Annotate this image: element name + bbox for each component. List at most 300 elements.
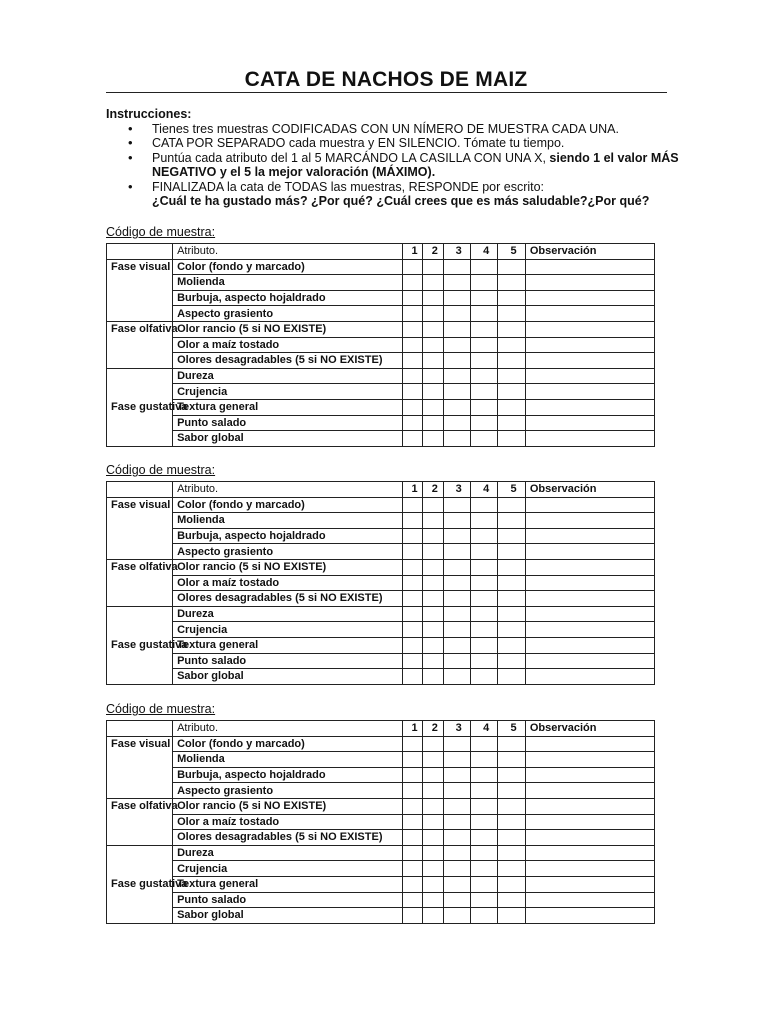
observation-cell[interactable] bbox=[525, 845, 654, 861]
attribute-label: Textura general bbox=[173, 637, 403, 653]
score-cell-5[interactable] bbox=[498, 622, 525, 638]
score-cell-4[interactable] bbox=[470, 353, 497, 369]
score-cell-4[interactable] bbox=[470, 306, 497, 322]
score-cell-5[interactable] bbox=[498, 669, 525, 685]
observation-cell[interactable] bbox=[525, 814, 654, 830]
observation-cell[interactable] bbox=[525, 798, 654, 814]
score-cell-4[interactable] bbox=[470, 399, 497, 415]
score-cell-3[interactable] bbox=[443, 513, 470, 529]
score-cell-1[interactable] bbox=[402, 783, 422, 799]
score-cell-5[interactable] bbox=[498, 876, 525, 892]
score-cell-3[interactable] bbox=[443, 399, 470, 415]
score-cell-3[interactable] bbox=[443, 669, 470, 685]
score-cell-2[interactable] bbox=[423, 798, 443, 814]
score-cell-4[interactable] bbox=[470, 275, 497, 291]
sample-section-2 bbox=[106, 463, 655, 685]
attribute-row bbox=[107, 591, 655, 607]
sample-section-1 bbox=[106, 225, 655, 447]
score-cell-2[interactable] bbox=[423, 321, 443, 337]
score-cell-3[interactable] bbox=[443, 353, 470, 369]
score-cell-3[interactable] bbox=[443, 606, 470, 622]
instruction-text: Tienes tres muestras CODIFICADAS CON UN NÍMERO DE MUESTRA CADA UNA. bbox=[152, 121, 619, 136]
attribute-label: Molienda bbox=[173, 752, 403, 768]
score-cell-3[interactable] bbox=[443, 752, 470, 768]
header-score-1: 1 bbox=[402, 482, 422, 498]
attribute-row bbox=[107, 653, 655, 669]
attribute-label: Dureza bbox=[173, 606, 403, 622]
observation-cell[interactable] bbox=[525, 575, 654, 591]
score-cell-4[interactable] bbox=[470, 861, 497, 877]
score-cell-4[interactable] bbox=[470, 497, 497, 513]
score-cell-4[interactable] bbox=[470, 830, 497, 846]
score-cell-1[interactable] bbox=[402, 513, 422, 529]
score-cell-4[interactable] bbox=[470, 876, 497, 892]
score-cell-2[interactable] bbox=[423, 337, 443, 353]
score-cell-3[interactable] bbox=[443, 544, 470, 560]
score-cell-3[interactable] bbox=[443, 653, 470, 669]
score-cell-2[interactable] bbox=[423, 752, 443, 768]
score-cell-1[interactable] bbox=[402, 528, 422, 544]
score-cell-2[interactable] bbox=[423, 306, 443, 322]
header-score-3: 3 bbox=[443, 721, 470, 737]
score-cell-4[interactable] bbox=[470, 321, 497, 337]
score-cell-4[interactable] bbox=[470, 513, 497, 529]
attribute-label: Olor rancio (5 si NO EXISTE) bbox=[173, 559, 403, 575]
score-cell-2[interactable] bbox=[423, 559, 443, 575]
score-cell-1[interactable] bbox=[402, 606, 422, 622]
score-cell-5[interactable] bbox=[498, 399, 525, 415]
score-cell-5[interactable] bbox=[498, 497, 525, 513]
score-cell-1[interactable] bbox=[402, 876, 422, 892]
attribute-row bbox=[107, 497, 655, 513]
score-cell-5[interactable] bbox=[498, 259, 525, 275]
observation-cell[interactable] bbox=[525, 275, 654, 291]
observation-cell[interactable] bbox=[525, 559, 654, 575]
score-cell-4[interactable] bbox=[470, 415, 497, 431]
score-cell-1[interactable] bbox=[402, 892, 422, 908]
score-cell-5[interactable] bbox=[498, 591, 525, 607]
attribute-row bbox=[107, 513, 655, 529]
score-cell-5[interactable] bbox=[498, 353, 525, 369]
observation-cell[interactable] bbox=[525, 415, 654, 431]
score-cell-3[interactable] bbox=[443, 415, 470, 431]
phase-label: Fase olfativa bbox=[107, 559, 173, 606]
score-cell-1[interactable] bbox=[402, 431, 422, 447]
header-score-1: 1 bbox=[402, 244, 422, 260]
rating-table bbox=[106, 720, 655, 924]
score-cell-2[interactable] bbox=[423, 431, 443, 447]
observation-cell[interactable] bbox=[525, 908, 654, 924]
score-cell-1[interactable] bbox=[402, 752, 422, 768]
score-cell-2[interactable] bbox=[423, 892, 443, 908]
score-cell-2[interactable] bbox=[423, 736, 443, 752]
attribute-label: Olor a maíz tostado bbox=[173, 575, 403, 591]
attribute-label: Punto salado bbox=[173, 415, 403, 431]
score-cell-5[interactable] bbox=[498, 845, 525, 861]
observation-cell[interactable] bbox=[525, 622, 654, 638]
score-cell-4[interactable] bbox=[470, 259, 497, 275]
score-cell-5[interactable] bbox=[498, 814, 525, 830]
score-cell-1[interactable] bbox=[402, 575, 422, 591]
score-cell-5[interactable] bbox=[498, 368, 525, 384]
attribute-row bbox=[107, 845, 655, 861]
attribute-label: Aspecto grasiento bbox=[173, 306, 403, 322]
score-cell-1[interactable] bbox=[402, 908, 422, 924]
score-cell-1[interactable] bbox=[402, 290, 422, 306]
attribute-label: Burbuja, aspecto hojaldrado bbox=[173, 290, 403, 306]
observation-cell[interactable] bbox=[525, 591, 654, 607]
attribute-label: Textura general bbox=[173, 876, 403, 892]
score-cell-4[interactable] bbox=[470, 767, 497, 783]
score-cell-4[interactable] bbox=[470, 431, 497, 447]
score-cell-3[interactable] bbox=[443, 798, 470, 814]
attribute-label: Burbuja, aspecto hojaldrado bbox=[173, 528, 403, 544]
score-cell-3[interactable] bbox=[443, 259, 470, 275]
score-cell-3[interactable] bbox=[443, 736, 470, 752]
score-cell-1[interactable] bbox=[402, 861, 422, 877]
title-underline bbox=[106, 92, 667, 93]
score-cell-2[interactable] bbox=[423, 275, 443, 291]
score-cell-1[interactable] bbox=[402, 337, 422, 353]
score-cell-2[interactable] bbox=[423, 606, 443, 622]
score-cell-5[interactable] bbox=[498, 513, 525, 529]
score-cell-3[interactable] bbox=[443, 290, 470, 306]
score-cell-4[interactable] bbox=[470, 653, 497, 669]
score-cell-3[interactable] bbox=[443, 368, 470, 384]
score-cell-5[interactable] bbox=[498, 575, 525, 591]
score-cell-2[interactable] bbox=[423, 908, 443, 924]
score-cell-2[interactable] bbox=[423, 513, 443, 529]
score-cell-3[interactable] bbox=[443, 861, 470, 877]
score-cell-3[interactable] bbox=[443, 528, 470, 544]
score-cell-3[interactable] bbox=[443, 559, 470, 575]
score-cell-4[interactable] bbox=[470, 669, 497, 685]
attribute-row bbox=[107, 622, 655, 638]
header-score-4: 4 bbox=[470, 244, 497, 260]
header-score-2: 2 bbox=[423, 244, 443, 260]
score-cell-1[interactable] bbox=[402, 798, 422, 814]
score-cell-5[interactable] bbox=[498, 559, 525, 575]
attribute-row bbox=[107, 736, 655, 752]
score-cell-2[interactable] bbox=[423, 830, 443, 846]
score-cell-3[interactable] bbox=[443, 814, 470, 830]
attribute-row bbox=[107, 575, 655, 591]
score-cell-4[interactable] bbox=[470, 892, 497, 908]
score-cell-4[interactable] bbox=[470, 559, 497, 575]
score-cell-5[interactable] bbox=[498, 337, 525, 353]
observation-cell[interactable] bbox=[525, 861, 654, 877]
score-cell-2[interactable] bbox=[423, 259, 443, 275]
score-cell-1[interactable] bbox=[402, 321, 422, 337]
score-cell-3[interactable] bbox=[443, 591, 470, 607]
score-cell-4[interactable] bbox=[470, 606, 497, 622]
header-score-4: 4 bbox=[470, 482, 497, 498]
page-title: CATA DE NACHOS DE MAIZ bbox=[244, 68, 528, 91]
score-cell-5[interactable] bbox=[498, 908, 525, 924]
score-cell-1[interactable] bbox=[402, 637, 422, 653]
score-cell-5[interactable] bbox=[498, 384, 525, 400]
score-cell-5[interactable] bbox=[498, 275, 525, 291]
observation-cell[interactable] bbox=[525, 353, 654, 369]
instruction-item bbox=[106, 151, 686, 180]
score-cell-3[interactable] bbox=[443, 767, 470, 783]
score-cell-1[interactable] bbox=[402, 653, 422, 669]
score-cell-1[interactable] bbox=[402, 559, 422, 575]
score-cell-3[interactable] bbox=[443, 384, 470, 400]
score-cell-2[interactable] bbox=[423, 497, 443, 513]
score-cell-2[interactable] bbox=[423, 669, 443, 685]
score-cell-1[interactable] bbox=[402, 830, 422, 846]
attribute-label: Olor a maíz tostado bbox=[173, 814, 403, 830]
observation-cell[interactable] bbox=[525, 337, 654, 353]
phase-label: Fase visual bbox=[107, 497, 173, 559]
observation-cell[interactable] bbox=[525, 513, 654, 529]
attribute-label: Punto salado bbox=[173, 653, 403, 669]
header-score-5: 5 bbox=[498, 482, 525, 498]
score-cell-5[interactable] bbox=[498, 528, 525, 544]
observation-cell[interactable] bbox=[525, 783, 654, 799]
observation-cell[interactable] bbox=[525, 892, 654, 908]
observation-cell[interactable] bbox=[525, 830, 654, 846]
observation-cell[interactable] bbox=[525, 669, 654, 685]
observation-cell[interactable] bbox=[525, 544, 654, 560]
instructions-list bbox=[106, 122, 686, 209]
score-cell-1[interactable] bbox=[402, 622, 422, 638]
score-cell-4[interactable] bbox=[470, 637, 497, 653]
score-cell-2[interactable] bbox=[423, 575, 443, 591]
attribute-label: Olores desagradables (5 si NO EXISTE) bbox=[173, 353, 403, 369]
attribute-label: Dureza bbox=[173, 845, 403, 861]
score-cell-3[interactable] bbox=[443, 908, 470, 924]
score-cell-1[interactable] bbox=[402, 399, 422, 415]
score-cell-1[interactable] bbox=[402, 353, 422, 369]
rating-table bbox=[106, 243, 655, 447]
phase-label: Fase visual bbox=[107, 259, 173, 321]
header-score-3: 3 bbox=[443, 482, 470, 498]
attribute-label: Aspecto grasiento bbox=[173, 783, 403, 799]
attribute-label: Molienda bbox=[173, 513, 403, 529]
score-cell-1[interactable] bbox=[402, 669, 422, 685]
score-cell-2[interactable] bbox=[423, 861, 443, 877]
observation-cell[interactable] bbox=[525, 736, 654, 752]
score-cell-1[interactable] bbox=[402, 736, 422, 752]
observation-cell[interactable] bbox=[525, 606, 654, 622]
score-cell-3[interactable] bbox=[443, 892, 470, 908]
score-cell-5[interactable] bbox=[498, 653, 525, 669]
score-cell-5[interactable] bbox=[498, 752, 525, 768]
score-cell-2[interactable] bbox=[423, 415, 443, 431]
score-cell-4[interactable] bbox=[470, 908, 497, 924]
score-cell-2[interactable] bbox=[423, 399, 443, 415]
score-cell-3[interactable] bbox=[443, 337, 470, 353]
observation-cell[interactable] bbox=[525, 306, 654, 322]
score-cell-2[interactable] bbox=[423, 845, 443, 861]
bullet-icon: • bbox=[128, 135, 133, 150]
score-cell-4[interactable] bbox=[470, 845, 497, 861]
header-score-1: 1 bbox=[402, 721, 422, 737]
score-cell-4[interactable] bbox=[470, 290, 497, 306]
score-cell-5[interactable] bbox=[498, 306, 525, 322]
score-cell-4[interactable] bbox=[470, 783, 497, 799]
score-cell-5[interactable] bbox=[498, 892, 525, 908]
score-cell-5[interactable] bbox=[498, 290, 525, 306]
score-cell-3[interactable] bbox=[443, 637, 470, 653]
observation-cell[interactable] bbox=[525, 528, 654, 544]
score-cell-3[interactable] bbox=[443, 622, 470, 638]
score-cell-5[interactable] bbox=[498, 415, 525, 431]
attribute-row bbox=[107, 353, 655, 369]
score-cell-2[interactable] bbox=[423, 767, 443, 783]
bullet-icon: • bbox=[128, 178, 133, 194]
score-cell-2[interactable] bbox=[423, 544, 443, 560]
score-cell-5[interactable] bbox=[498, 431, 525, 447]
phase-label: Fase gustativa bbox=[107, 845, 173, 923]
score-cell-2[interactable] bbox=[423, 622, 443, 638]
attribute-label: Olor rancio (5 si NO EXISTE) bbox=[173, 321, 403, 337]
score-cell-2[interactable] bbox=[423, 876, 443, 892]
observation-cell[interactable] bbox=[525, 497, 654, 513]
observation-cell[interactable] bbox=[525, 637, 654, 653]
score-cell-4[interactable] bbox=[470, 752, 497, 768]
score-cell-5[interactable] bbox=[498, 606, 525, 622]
score-cell-3[interactable] bbox=[443, 575, 470, 591]
attribute-row bbox=[107, 752, 655, 768]
score-cell-1[interactable] bbox=[402, 767, 422, 783]
header-attribute: Atributo. bbox=[173, 721, 403, 737]
observation-cell[interactable] bbox=[525, 752, 654, 768]
score-cell-4[interactable] bbox=[470, 591, 497, 607]
attribute-row bbox=[107, 415, 655, 431]
observation-cell[interactable] bbox=[525, 290, 654, 306]
attribute-label: Olores desagradables (5 si NO EXISTE) bbox=[173, 830, 403, 846]
score-cell-4[interactable] bbox=[470, 337, 497, 353]
score-cell-4[interactable] bbox=[470, 544, 497, 560]
header-score-5: 5 bbox=[498, 721, 525, 737]
score-cell-1[interactable] bbox=[402, 544, 422, 560]
observation-cell[interactable] bbox=[525, 653, 654, 669]
score-cell-5[interactable] bbox=[498, 830, 525, 846]
attribute-row bbox=[107, 368, 655, 384]
score-cell-2[interactable] bbox=[423, 384, 443, 400]
phase-label: Fase olfativa bbox=[107, 798, 173, 845]
instruction-text: FINALIZADA la cata de TODAS las muestras, RESPONDE por escrito: bbox=[152, 179, 545, 194]
attribute-label: Burbuja, aspecto hojaldrado bbox=[173, 767, 403, 783]
attribute-row bbox=[107, 290, 655, 306]
score-cell-1[interactable] bbox=[402, 591, 422, 607]
observation-cell[interactable] bbox=[525, 321, 654, 337]
score-cell-1[interactable] bbox=[402, 497, 422, 513]
phase-label: Fase olfativa bbox=[107, 321, 173, 368]
score-cell-3[interactable] bbox=[443, 321, 470, 337]
score-cell-2[interactable] bbox=[423, 528, 443, 544]
score-cell-5[interactable] bbox=[498, 544, 525, 560]
header-attribute: Atributo. bbox=[173, 244, 403, 260]
score-cell-1[interactable] bbox=[402, 415, 422, 431]
attribute-row bbox=[107, 337, 655, 353]
attribute-label: Punto salado bbox=[173, 892, 403, 908]
score-cell-4[interactable] bbox=[470, 575, 497, 591]
score-cell-2[interactable] bbox=[423, 591, 443, 607]
score-cell-4[interactable] bbox=[470, 798, 497, 814]
observation-cell[interactable] bbox=[525, 384, 654, 400]
observation-cell[interactable] bbox=[525, 767, 654, 783]
score-cell-4[interactable] bbox=[470, 736, 497, 752]
score-cell-2[interactable] bbox=[423, 783, 443, 799]
attribute-row bbox=[107, 275, 655, 291]
score-cell-1[interactable] bbox=[402, 306, 422, 322]
observation-cell[interactable] bbox=[525, 431, 654, 447]
attribute-label: Textura general bbox=[173, 399, 403, 415]
attribute-row bbox=[107, 259, 655, 275]
header-corner-cell bbox=[107, 482, 173, 498]
score-cell-5[interactable] bbox=[498, 861, 525, 877]
attribute-label: Sabor global bbox=[173, 431, 403, 447]
score-cell-3[interactable] bbox=[443, 306, 470, 322]
score-cell-4[interactable] bbox=[470, 528, 497, 544]
observation-cell[interactable] bbox=[525, 399, 654, 415]
phase-label: Fase visual bbox=[107, 736, 173, 798]
score-cell-1[interactable] bbox=[402, 275, 422, 291]
score-cell-5[interactable] bbox=[498, 767, 525, 783]
score-cell-3[interactable] bbox=[443, 876, 470, 892]
score-cell-2[interactable] bbox=[423, 653, 443, 669]
score-cell-1[interactable] bbox=[402, 845, 422, 861]
score-cell-5[interactable] bbox=[498, 798, 525, 814]
score-cell-1[interactable] bbox=[402, 368, 422, 384]
score-cell-4[interactable] bbox=[470, 814, 497, 830]
score-cell-2[interactable] bbox=[423, 637, 443, 653]
observation-cell[interactable] bbox=[525, 259, 654, 275]
score-cell-3[interactable] bbox=[443, 783, 470, 799]
score-cell-2[interactable] bbox=[423, 368, 443, 384]
score-cell-2[interactable] bbox=[423, 814, 443, 830]
instructions-heading: Instrucciones: bbox=[106, 107, 192, 121]
attribute-label: Olor a maíz tostado bbox=[173, 337, 403, 353]
instruction-item bbox=[106, 136, 686, 151]
header-attribute: Atributo. bbox=[173, 482, 403, 498]
attribute-label: Aspecto grasiento bbox=[173, 544, 403, 560]
header-score-2: 2 bbox=[423, 721, 443, 737]
bullet-icon: • bbox=[128, 120, 133, 136]
score-cell-4[interactable] bbox=[470, 384, 497, 400]
score-cell-3[interactable] bbox=[443, 431, 470, 447]
rating-table bbox=[106, 481, 655, 685]
score-cell-5[interactable] bbox=[498, 321, 525, 337]
attribute-row bbox=[107, 830, 655, 846]
score-cell-5[interactable] bbox=[498, 637, 525, 653]
header-corner-cell bbox=[107, 244, 173, 260]
score-cell-2[interactable] bbox=[423, 353, 443, 369]
attribute-label: Crujencia bbox=[173, 384, 403, 400]
score-cell-1[interactable] bbox=[402, 259, 422, 275]
score-cell-3[interactable] bbox=[443, 497, 470, 513]
score-cell-3[interactable] bbox=[443, 830, 470, 846]
score-cell-5[interactable] bbox=[498, 783, 525, 799]
observation-cell[interactable] bbox=[525, 876, 654, 892]
instructions-block bbox=[106, 107, 686, 209]
score-cell-2[interactable] bbox=[423, 290, 443, 306]
sample-code-label: Código de muestra: bbox=[106, 702, 216, 716]
score-cell-4[interactable] bbox=[470, 622, 497, 638]
attribute-row bbox=[107, 669, 655, 685]
score-cell-1[interactable] bbox=[402, 814, 422, 830]
score-cell-4[interactable] bbox=[470, 368, 497, 384]
score-cell-5[interactable] bbox=[498, 736, 525, 752]
score-cell-1[interactable] bbox=[402, 384, 422, 400]
score-cell-3[interactable] bbox=[443, 845, 470, 861]
score-cell-3[interactable] bbox=[443, 275, 470, 291]
observation-cell[interactable] bbox=[525, 368, 654, 384]
